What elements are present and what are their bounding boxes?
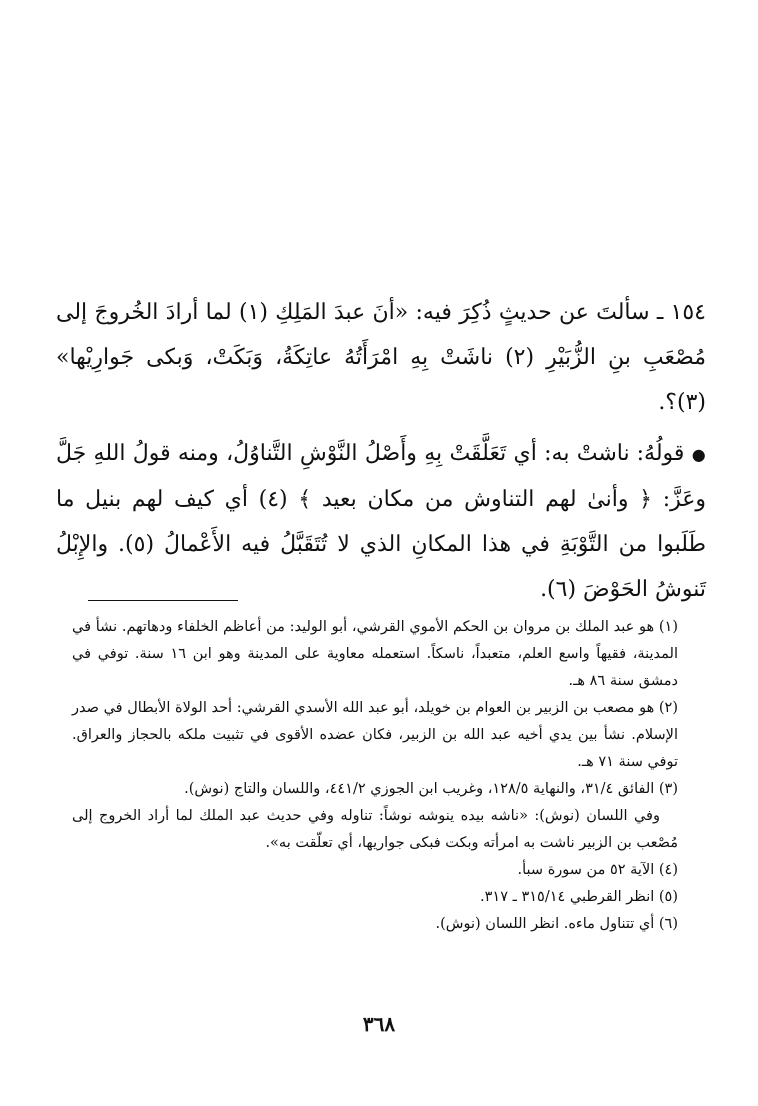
footnote-3: (٣) الفائق ٣١/٤، والنهاية ١٢٨/٥، وغريب ابن الجوزي ٤٤١/٢، واللسان والتاج (نوش). bbox=[184, 781, 678, 797]
footnote-6: (٦) أي تتناول ماءه. انظر اللسان (نوش). bbox=[435, 916, 678, 932]
footnote-1: (١) هو عبد الملك بن مروان بن الحكم الأموي القرشي، أبو الوليد: من أعاظم الخلفاء ودهاتهم. نشأ في المدينة، فقيهاً واسع العلم، متعبداً، ناسكاً. استعمله معاوية على المدينة وهو ابن ١٦ سنة. توفي في دمشق سنة ٨٦ هـ. bbox=[72, 619, 679, 689]
footnote-3-continuation: وفي اللسان (نوش): «ناشه بيده ينوشه نوشاً: تناوله وفي حديث عبد الملك لما أراد الخروج إلى مُصْعب بن الزبير ناشت به امرأته وبكت فبكى جواريها، أي تعلّقت به». bbox=[72, 808, 678, 851]
footnote-2: (٢) هو مصعب بن الزبير بن العوام بن خويلد، أبو عبد الله الأسدي القرشي: أحد الولاة الأبطال في صدر الإسلام. نشأ بين يدي أخيه عبد الله بن الزبير، فكان عضده الأقوى في تثبيت ملكه بالحجاز والعراق. توفي سنة ٧١ هـ. bbox=[72, 700, 678, 770]
footnote-5: (٥) انظر القرطبي ٣١٥/١٤ ـ ٣١٧. bbox=[480, 889, 678, 905]
footnotes bbox=[72, 614, 678, 938]
answer-paragraph bbox=[56, 431, 706, 612]
question-paragraph: ١٥٤ ـ سألتَ عن حديثٍ ذُكِرَ فيه: «أنَ عبدَ المَلِكِ (١) لما أرادَ الخُروجَ إلى مُصْعَبِ بنِ الزُّبَيْرِ (٢) ناشَتْ بِهِ امْرَأَتُهُ عاتِكَةُ، وَبَكَتْ، وَبكى جَوارِيْها» (٣)؟. bbox=[56, 300, 707, 415]
footnote-separator bbox=[88, 600, 238, 601]
bullet-icon: ● bbox=[691, 445, 707, 464]
main-text bbox=[56, 290, 706, 618]
footnote-4: (٤) الآية ٥٢ من سورة سبأ. bbox=[517, 862, 678, 878]
answer-text: قولُهُ: ناشتْ به: أي تَعَلَّقَتْ بِهِ وأَصْلُ النَّوْشِ التَّناوُلُ، ومنه قولُ اللهِ جَلَّ وعَزَّ: ﴿ وأنىٰ لهم التناوش من مكان بعيد ﴾ (٤) أي كيف لهم بنيل ما طَلَبوا من التَّوْبَةِ في هذا المكانِ الذي لا تُتَقَبَّلُ فيه الأَعْمالُ (٥). والإِبْلُ تَنوشُ الحَوْضَ (٦). bbox=[56, 441, 707, 602]
page-number: ٣٦٨ bbox=[362, 1012, 396, 1036]
